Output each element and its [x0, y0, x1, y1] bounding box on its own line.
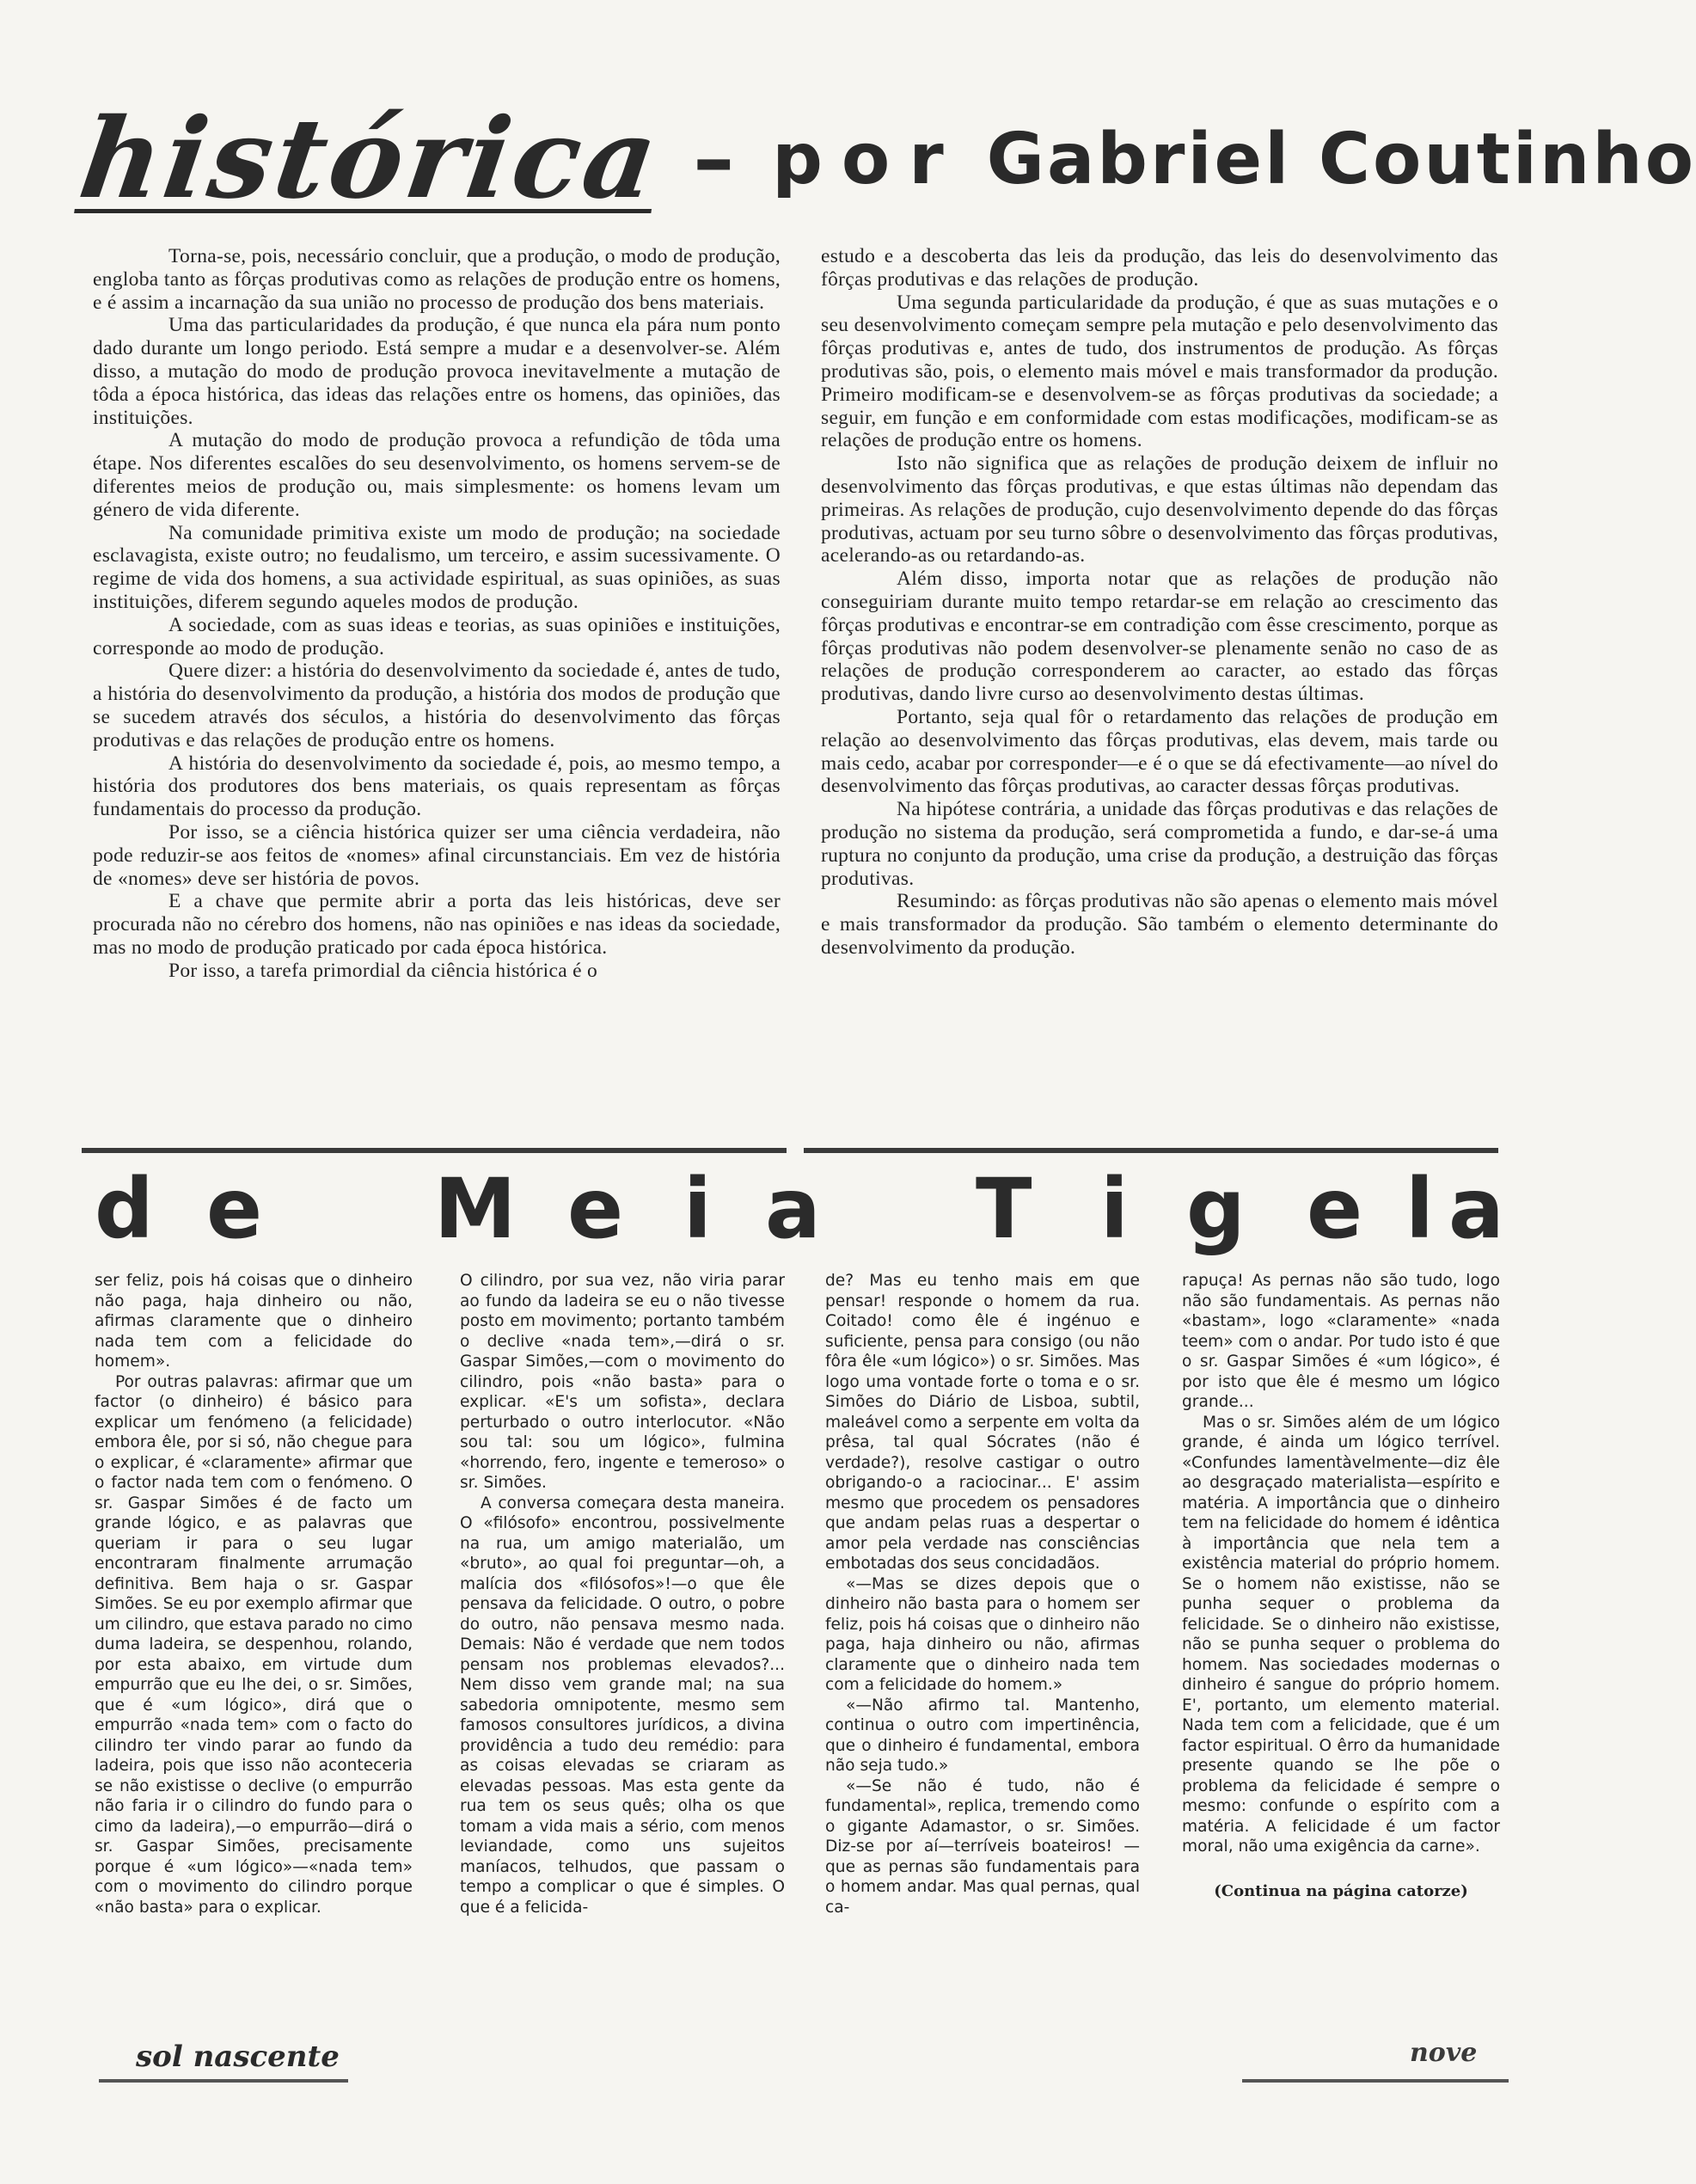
banner-letter: g [1186, 1161, 1246, 1257]
paragraph: «—Mas se dizes depois que o dinheiro não basta para o homem ser feliz, pois há coisas que o dinheiro não paga, haja dinheiro ou não, afirmas claramente que o dinheiro nada tem com a felicidade do homem.» [825, 1574, 1140, 1694]
article-column-bottom-2 [460, 1271, 785, 1917]
paragraph: rapuça! As pernas não são tudo, logo não são fundamentais. As pernas não «bastam», logo «claramente» «nada teem» com o andar. Por tudo isto é que o sr. Gaspar Simões é «um lógico», é por isto que êle é mesmo um lógico grande... [1182, 1272, 1500, 1411]
headline-dash: – [693, 111, 735, 207]
banner-letter: l [1405, 1161, 1434, 1257]
banner-letter: e [1307, 1161, 1363, 1257]
divider-rule [804, 1148, 1498, 1153]
banner-letter: e [206, 1161, 263, 1257]
banner-letter: d [95, 1161, 154, 1257]
footer-rule [99, 2079, 348, 2083]
paragraph: Resumindo: as fôrças produtivas não são apenas o elemento mais móvel e mais transformador da produção. São também o elemento determinante do desenvolvimento da produção. [821, 890, 1498, 959]
headline-author-block [772, 119, 1696, 200]
continued-note: (Continua na página catorze) [1214, 1881, 1468, 1900]
banner-letter: T [976, 1161, 1032, 1257]
paragraph: E a chave que permite abrir a porta das leis históricas, deve ser procurada não no cérebro dos homens, não nas opiniões e nas ideas da sociedade, mas no modo de produção praticado por cada época histórica. [93, 890, 781, 959]
article-column-bottom-3 [825, 1271, 1140, 1917]
footer-publication-name: sol nascente [136, 2040, 340, 2074]
paragraph: de? Mas eu tenho mais em que pensar! responde o homem da rua. Coitado! como êle é ingénuo e suficiente, pensa para consigo (ou não fôra êle «um lógico») o sr. Simões. Mas logo uma vontade forte o toma e o sr. Simões do Diário de Lisboa, subtil, maleável como a serpente em volta da prêsa, tal qual Sócrates (não é verdade?), resolve castigar o outro obrigando-o a raciocinar... E' assim mesmo que procedem os pensadores que andam pelas ruas a despertar o amor pela verdade nas consciências embotadas dos seus concidadãos. [825, 1272, 1140, 1573]
paragraph: ser feliz, pois há coisas que o dinheiro não paga, haja dinheiro ou não, afirmas claramente que o dinheiro nada tem com a felicidade do homem». [95, 1272, 413, 1371]
banner-letter: e [567, 1161, 624, 1257]
article-column-bottom-1 [95, 1271, 413, 1917]
banner-letter: a [1448, 1161, 1504, 1257]
paragraph: A história do desenvolvimento da sociedade é, pois, ao mesmo tempo, a história dos produtores dos bens materiais, os quais representam as fôrças fundamentais do processo da produção. [93, 752, 781, 821]
banner-letter: a [765, 1161, 821, 1257]
paragraph: Isto não significa que as relações de produção deixem de influir no desenvolvimento das fôrças produtivas, e que estas últimas não dependam das primeiras. As relações de produção, cujo desenvolvimento depende do das fôrças produtivas, actuam por seu turno sôbre o desenvolvimento das fôrças produtivas, acelerando-as ou retardando-as. [821, 452, 1498, 567]
footer-page-number: nove [1410, 2038, 1478, 2068]
paragraph: A mutação do modo de produção provoca a refundição de tôda uma étape. Nos diferentes escalões do seu desenvolvimento, os homens servem-se de diferentes meios de produção ou, mais simplesmente: os homens levam um género de vida diferente. [93, 429, 781, 521]
paragraph: Na hipótese contrária, a unidade das fôrças produtivas e das relações de produção no sistema da produção, será comprometida a fundo, e dar-se-á uma ruptura no conjunto da produção, uma crise da produção, a destruição das fôrças produtivas. [821, 798, 1498, 890]
paragraph: Uma segunda particularidade da produção, é que as suas mutações e o seu desenvolvimento começam sempre pela mutação e pelo desenvolvimento das fôrças produtivas e, antes de tudo, dos instrumentos de produção. As fôrças produtivas são, pois, o elemento mais móvel e mais transformador da produção. Primeiro modificam-se e desenvolvem-se as fôrças produtivas da sociedade; a seguir, em função e em conformidade com estas modificações, modificam-se as relações de produção entre os homens. [821, 291, 1498, 452]
paragraph: A sociedade, com as suas ideas e teorias, as suas opiniões e instituições, corresponde ao modo de produção. [93, 613, 781, 659]
paragraph: «—Se não é tudo, não é fundamental», replica, tremendo como o gigante Adamastor, o sr. Simões. Diz-se por aí—terríveis boateiros! — que as pernas são fundamentais para o homem andar. Mas qual pernas, qual ca- [825, 1776, 1140, 1917]
paragraph: Por isso, se a ciência histórica quizer ser uma ciência verdadeira, não pode reduzir-se aos feitos de «nomes» afinal circunstanciais. Em vez de história de «nomes» deve ser história de povos. [93, 820, 781, 890]
paragraph: Uma das particularidades da produção, é que nunca ela pára num ponto dado durante um longo periodo. Está sempre a mudar e a desenvolver-se. Além disso, a mutação do modo de produção provoca inevitavelmente a mutação de tôda a época histórica, das ideas das relações entre os homens, das opiniões, das instituições. [93, 314, 781, 429]
paragraph: Na comunidade primitiva existe um modo de produção; na sociedade esclavagista, existe outro; no feudalismo, um terceiro, e assim sucessivamente. O regime de vida dos homens, a sua actividade espiritual, as suas opiniões, as suas instituições, diferem segundo aqueles modos de produção. [93, 521, 781, 613]
article-column-top-left [93, 245, 781, 983]
article-column-bottom-4 [1182, 1271, 1500, 1901]
paragraph: A conversa começara desta maneira. O «filósofo» encontrou, possivelmente na rua, um amigo materialão, um «bruto», ao qual foi preguntar—oh, a malícia dos «filósofos»!—o que êle pensava da felicidade. O outro, o pobre do outro, não pensava mesmo nada. Demais: Não é verdade que nem todos pensam nos problemas elevados?... Nem disso vem grande mal; na sua sabedoria omnipotente, mesmo sem famosos consultores jurídicos, a divina providência a tudo deu remédio: para as coisas elevadas se criaram as elevadas pessoas. Mas esta gente da rua tem os seus quês; olha os que tomam a vida mais a sério, com menos leviandade, como uns sujeitos maníacos, telhudos, que passam o tempo a complicar o que é simples. O que é a felicida- [460, 1494, 785, 1917]
paragraph: «—Não afirmo tal. Mantenho, continua o outro com impertinência, que o dinheiro é fundamental, embora não seja tudo.» [825, 1696, 1140, 1775]
headline-title: histórica [72, 95, 668, 224]
footer-rule [1242, 2079, 1509, 2083]
banner-letter: i [683, 1161, 712, 1257]
paragraph: Além disso, importa notar que as relações de produção não conseguiriam durante muito tempo retardar-se em relação ao crescimento das fôrças produtivas e encontrar-se em contradição com êsse crescimento, porque as fôrças produtivas não podem desenvolver-se plenamente senão no caso de as relações de produção corresponderem ao caracter, ao estado das fôrças produtivas, dando livre curso ao desenvolvimento destas últimas. [821, 567, 1498, 706]
paragraph: Torna-se, pois, necessário concluir, que a produção, o modo de produção, engloba tanto as fôrças produtivas como as relações de produção entre os homens, e é assim a incarnação da sua união no processo de produção dos bens materiais. [93, 245, 781, 314]
headline-author: Gabriel Coutinho [986, 118, 1696, 200]
paragraph: estudo e a descoberta das leis da produção, das leis do desenvolvimento das fôrças produtivas e das relações de produção. [821, 245, 1498, 291]
paragraph: Portanto, seja qual fôr o retardamento das relações de produção em relação ao desenvolvimento das fôrças produtivas, elas devem, mais tarde ou mais cedo, acabar por corresponder—e é o que se dá efectivamente—ao nível do desenvolvimento das fôrças produtivas, ao caracter dessas fôrças produtivas. [821, 705, 1498, 798]
paragraph: O cilindro, por sua vez, não viria parar ao fundo da ladeira se eu o não tivesse posto em movimento; portanto também o declive «nada tem»,—dirá o sr. Gaspar Simões,—com o movimento do cilindro, pois «não basta» para o explicar. «E's um sofista», declara perturbado o outro interlocutor. «Não sou tal: sou um lógico», fulmina «horrendo, fero, ingente e temeroso» o sr. Simões. [460, 1272, 785, 1492]
paragraph: Por isso, a tarefa primordial da ciência histórica é o [168, 959, 598, 982]
paragraph: Quere dizer: a história do desenvolvimento da sociedade é, antes de tudo, a história do desenvolvimento da produção, a história dos modos de produção que se sucedem através dos séculos, a história do desenvolvimento das fôrças produtivas e das relações de produção entre os homens. [93, 659, 781, 752]
headline [72, 95, 1696, 224]
paragraph: Mas o sr. Simões além de um lógico grande, é ainda um lógico terrível. «Confundes lamentàvelmente—diz êle ao desgraçado materialista—espírito e matéria. A importância que o dinheiro tem na felicidade do homem é idêntica à importância que nela tem a existência material do próprio homem. Se o homem não existisse, não se punha sequer o problema da felicidade. Se o dinheiro não existisse, não se punha sequer o problema do homem. Nas sociedades modernas o dinheiro é sangue do próprio homem. E', portanto, um elemento material. Nada tem com a felicidade, que é um factor espiritual. O êrro da humanidade presente quando se lhe põe o problema da felicidade é sempre o mesmo: confunde o espírito com a matéria. A felicidade é um factor moral, não uma exigência da carne». [1182, 1413, 1500, 1856]
divider-rule [82, 1148, 787, 1153]
banner-letter: M [434, 1161, 517, 1257]
paragraph: Por outras palavras: afirmar que um factor (o dinheiro) é básico para explicar um fenómeno (a felicidade) embora êle, por si só, não chegue para o explicar, é «claramente» afirmar que o factor nada tem com o fenómeno. O sr. Gaspar Simões é de facto um grande lógico, e as palavras que queriam ir para o seu lugar encontraram finalmente arrumação definitiva. Bem haja o sr. Gaspar Simões. Se eu por exemplo afirmar que um cilindro, que estava parado no cimo duma ladeira, se despenhou, rolando, por esta abaixo, em virtude dum empurrão que eu lhe dei, o sr. Simões, que é «um lógico», dirá que o empurrão «nada tem» com o facto do cilindro ter vindo parar ao fundo da ladeira, pois que isso não aconteceria se não existisse o declive (o empurrão não faria ir o cilindro do fundo para o cimo da ladeira),—o empurrão—dirá o sr. Gaspar Simões, precisamente porque é «um lógico»—«nada tem» com o movimento do cilindro porque «não basta» para o explicar. [95, 1372, 413, 1917]
banner-letter: i [1100, 1161, 1129, 1257]
article-column-top-right [821, 245, 1498, 960]
section-banner [86, 1161, 1504, 1255]
headline-byline: por [772, 118, 963, 200]
